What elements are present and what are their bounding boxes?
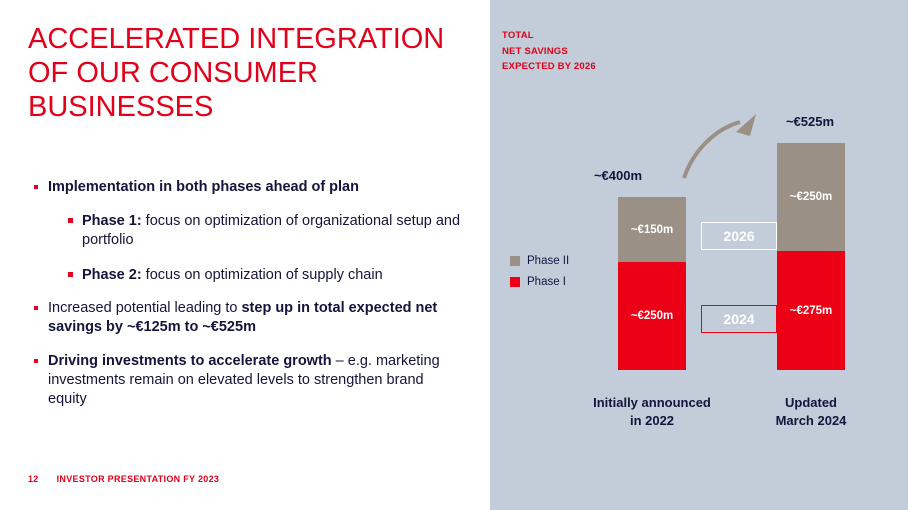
bar-segment-phase2 (618, 197, 686, 262)
segment-value-label: ~€250m (630, 310, 674, 322)
legend-swatch-icon (510, 256, 520, 266)
segment-value-label: ~€275m (789, 304, 833, 317)
year-badge-2024: 2024 (701, 305, 777, 333)
driving-investments-emphasis: Driving investments to accelerate growth (48, 353, 332, 369)
bar-caption-line2: March 2024 (775, 413, 847, 428)
chart-heading-line3: EXPECTED BY 2026 (502, 61, 596, 72)
legend-swatch-icon (510, 277, 520, 287)
bar-segment-phase1 (618, 262, 686, 370)
growth-arrow-icon (678, 110, 760, 182)
bullet-square-icon (68, 218, 73, 223)
bar-caption-line2: in 2022 (629, 413, 675, 428)
bullet-level2-phase1 (68, 212, 466, 250)
chart-panel (490, 0, 908, 510)
bullet-square-icon (34, 185, 38, 189)
page-number: 12 (28, 474, 39, 484)
phase2-label: Phase 2: (82, 267, 142, 283)
increased-potential-emphasis: step up in total expected net savings by ~€125m to ~€525m (48, 300, 438, 335)
bullet-square-icon (34, 359, 38, 363)
bullet-level1-driving-investments (34, 352, 466, 409)
year-badge-2026: 2026 (701, 222, 777, 250)
bar-segment-phase1 (777, 251, 845, 370)
bullet-text: Implementation in both phases ahead of plan (48, 179, 359, 195)
stacked-bar-chart (490, 0, 908, 510)
bar-initially-announced (618, 197, 686, 370)
bar-caption-line1: Updated (785, 395, 837, 410)
segment-value-label: ~€250m (789, 191, 833, 203)
legend-label: Phase I (527, 276, 566, 288)
phase1-text: focus on optimization of organizational setup and portfolio (82, 213, 461, 248)
bar-updated-march-2024 (777, 143, 845, 370)
driving-investments-text: – e.g. marketing investments remain on elevated levels to strengthen brand equity (48, 353, 440, 407)
bullet-level1-implementation (34, 178, 466, 197)
bar-caption-1 (572, 394, 732, 430)
chart-legend (510, 255, 569, 297)
bullet-level1-increased-potential (34, 299, 466, 337)
bar-segment-phase2 (777, 143, 845, 251)
chart-heading-line1: TOTAL (502, 30, 534, 41)
legend-label: Phase II (527, 255, 570, 267)
increased-potential-text: Increased potential leading to (48, 300, 242, 316)
legend-item-phase-2 (510, 255, 569, 267)
bar-total-label-2: ~€525m (785, 114, 835, 129)
bullet-list (34, 178, 466, 419)
bullet-square-icon (68, 272, 73, 277)
bar-caption-2 (731, 394, 891, 430)
segment-value-label: ~€150m (630, 223, 674, 236)
bar-caption-line1: Initially announced (593, 395, 711, 410)
page-title: ACCELERATED INTEGRATION OF OUR CONSUMER BUSINESSES (28, 23, 445, 123)
bullet-level2-phase2 (68, 266, 466, 285)
bullet-square-icon (34, 306, 38, 310)
phase1-label: Phase 1: (82, 213, 142, 229)
footer-text: INVESTOR PRESENTATION FY 2023 (56, 474, 220, 484)
chart-heading-line2: NET SAVINGS (502, 45, 568, 57)
phase2-text: focus on optimization of supply chain (141, 267, 383, 283)
slide-footer (28, 474, 219, 484)
legend-item-phase-1 (510, 276, 569, 288)
bar-total-label-1: ~€400m (593, 168, 643, 183)
